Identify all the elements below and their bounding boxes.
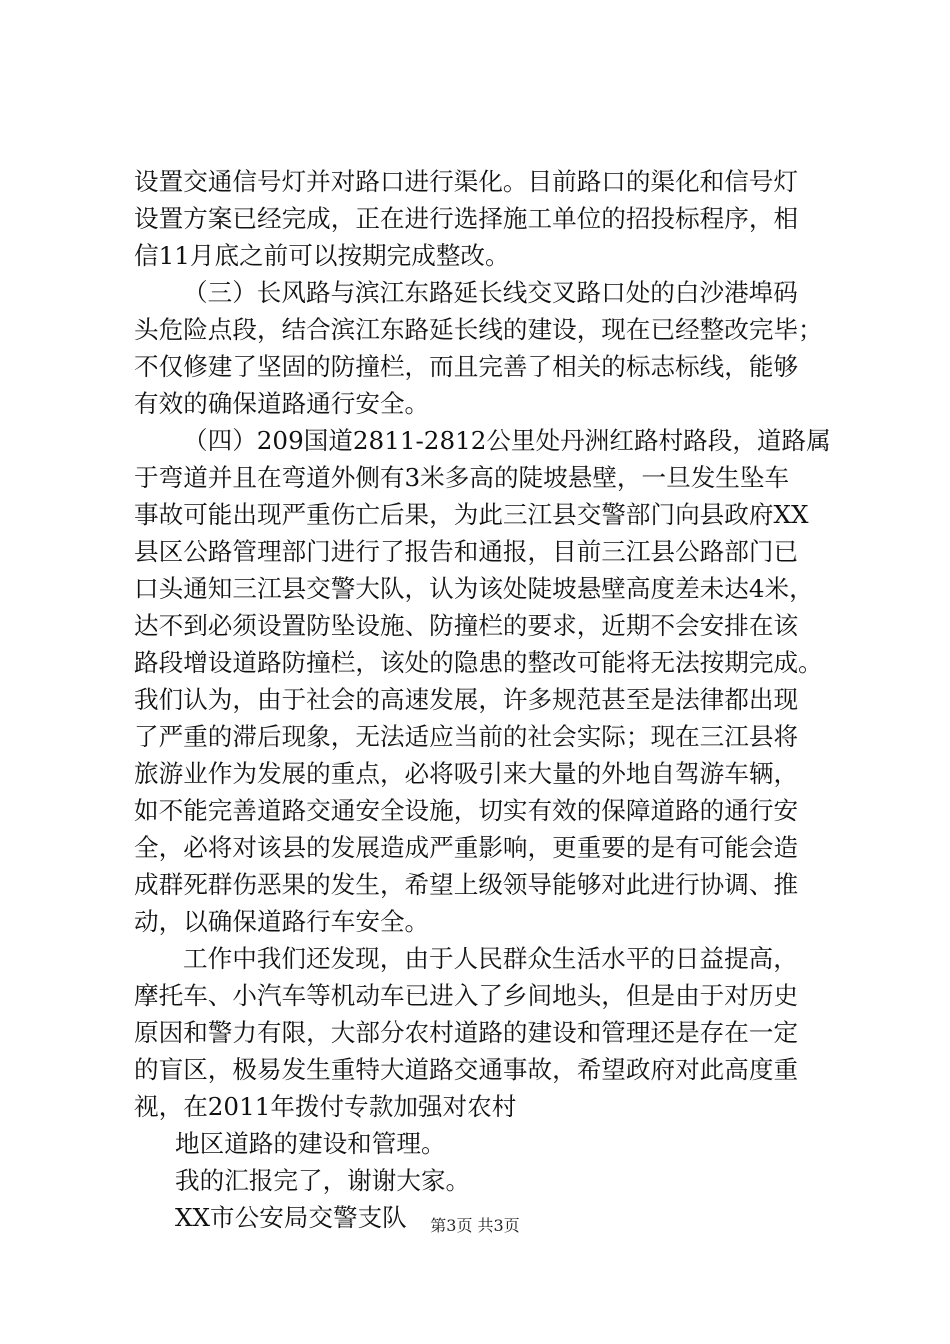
body-text-line: 旅游业作为发展的重点，必将吸引来大量的外地自驾游车辆， xyxy=(134,759,799,788)
signature-organization: XX市公安局交警支队 xyxy=(175,1203,407,1232)
body-text-line: 我们认为，由于社会的高速发展，许多规范甚至是法律都出现 xyxy=(134,685,799,714)
body-text-line: 有效的确保道路通行安全。 xyxy=(134,389,430,418)
body-text-line: 县区公路管理部门进行了报告和通报，目前三江县公路部门已 xyxy=(134,537,799,566)
body-text-line: 口头通知三江县交警大队，认为该处陡坡悬壁高度差未达4米， xyxy=(134,574,814,603)
body-text-line: 如不能完善道路交通安全设施，切实有效的保障道路的通行安 xyxy=(134,796,799,825)
body-text-line: 了严重的滞后现象，无法适应当前的社会实际；现在三江县将 xyxy=(134,722,799,751)
body-text-line: 地区道路的建设和管理。 xyxy=(175,1129,446,1158)
body-text-line: 全，必将对该县的发展造成严重影响，更重要的是有可能会造 xyxy=(134,833,799,862)
body-text-line: 设置方案已经完成，正在进行选择施工单位的招投标程序，相 xyxy=(134,204,799,233)
body-text-line: 路段增设道路防撞栏，该处的隐患的整改可能将无法按期完成。 xyxy=(134,648,823,677)
body-text-line: （三）长风路与滨江东路延长线交叉路口处的白沙港埠码 xyxy=(183,278,798,307)
body-text-line: （四）209国道2811-2812公里处丹洲红路村路段，道路属 xyxy=(183,426,831,455)
body-text-line: 的盲区，极易发生重特大道路交通事故，希望政府对此高度重 xyxy=(134,1055,799,1084)
body-text-line: 动，以确保道路行车安全。 xyxy=(134,907,430,936)
body-text-line: 成群死群伤恶果的发生，希望上级领导能够对此进行协调、推 xyxy=(134,870,799,899)
body-text-line: 工作中我们还发现，由于人民群众生活水平的日益提高， xyxy=(183,944,798,973)
body-text-line: 设置交通信号灯并对路口进行渠化。目前路口的渠化和信号灯 xyxy=(134,167,799,196)
body-text-line: 于弯道并且在弯道外侧有3米多高的陡坡悬壁，一旦发生坠车 xyxy=(134,463,790,492)
body-text-line: 事故可能出现严重伤亡后果，为此三江县交警部门向县政府XX xyxy=(134,500,809,529)
body-text-line: 达不到必须设置防坠设施、防撞栏的要求，近期不会安排在该 xyxy=(134,611,799,640)
closing-remark: 我的汇报完了，谢谢大家。 xyxy=(175,1166,471,1195)
body-text-line: 摩托车、小汽车等机动车已进入了乡间地头，但是由于对历史 xyxy=(134,981,799,1010)
body-text-line: 不仅修建了坚固的防撞栏，而且完善了相关的标志标线，能够 xyxy=(134,352,799,381)
body-text-line: 原因和警力有限，大部分农村道路的建设和管理还是存在一定 xyxy=(134,1018,799,1047)
page-number-footer: 第3页 共3页 xyxy=(430,1216,520,1235)
body-text-line: 信11月底之前可以按期完成整改。 xyxy=(134,241,510,270)
body-text-line: 头危险点段，结合滨江东路延长线的建设，现在已经整改完毕； xyxy=(134,315,823,344)
body-text-line: 视，在2011年拨付专款加强对农村 xyxy=(134,1092,517,1121)
